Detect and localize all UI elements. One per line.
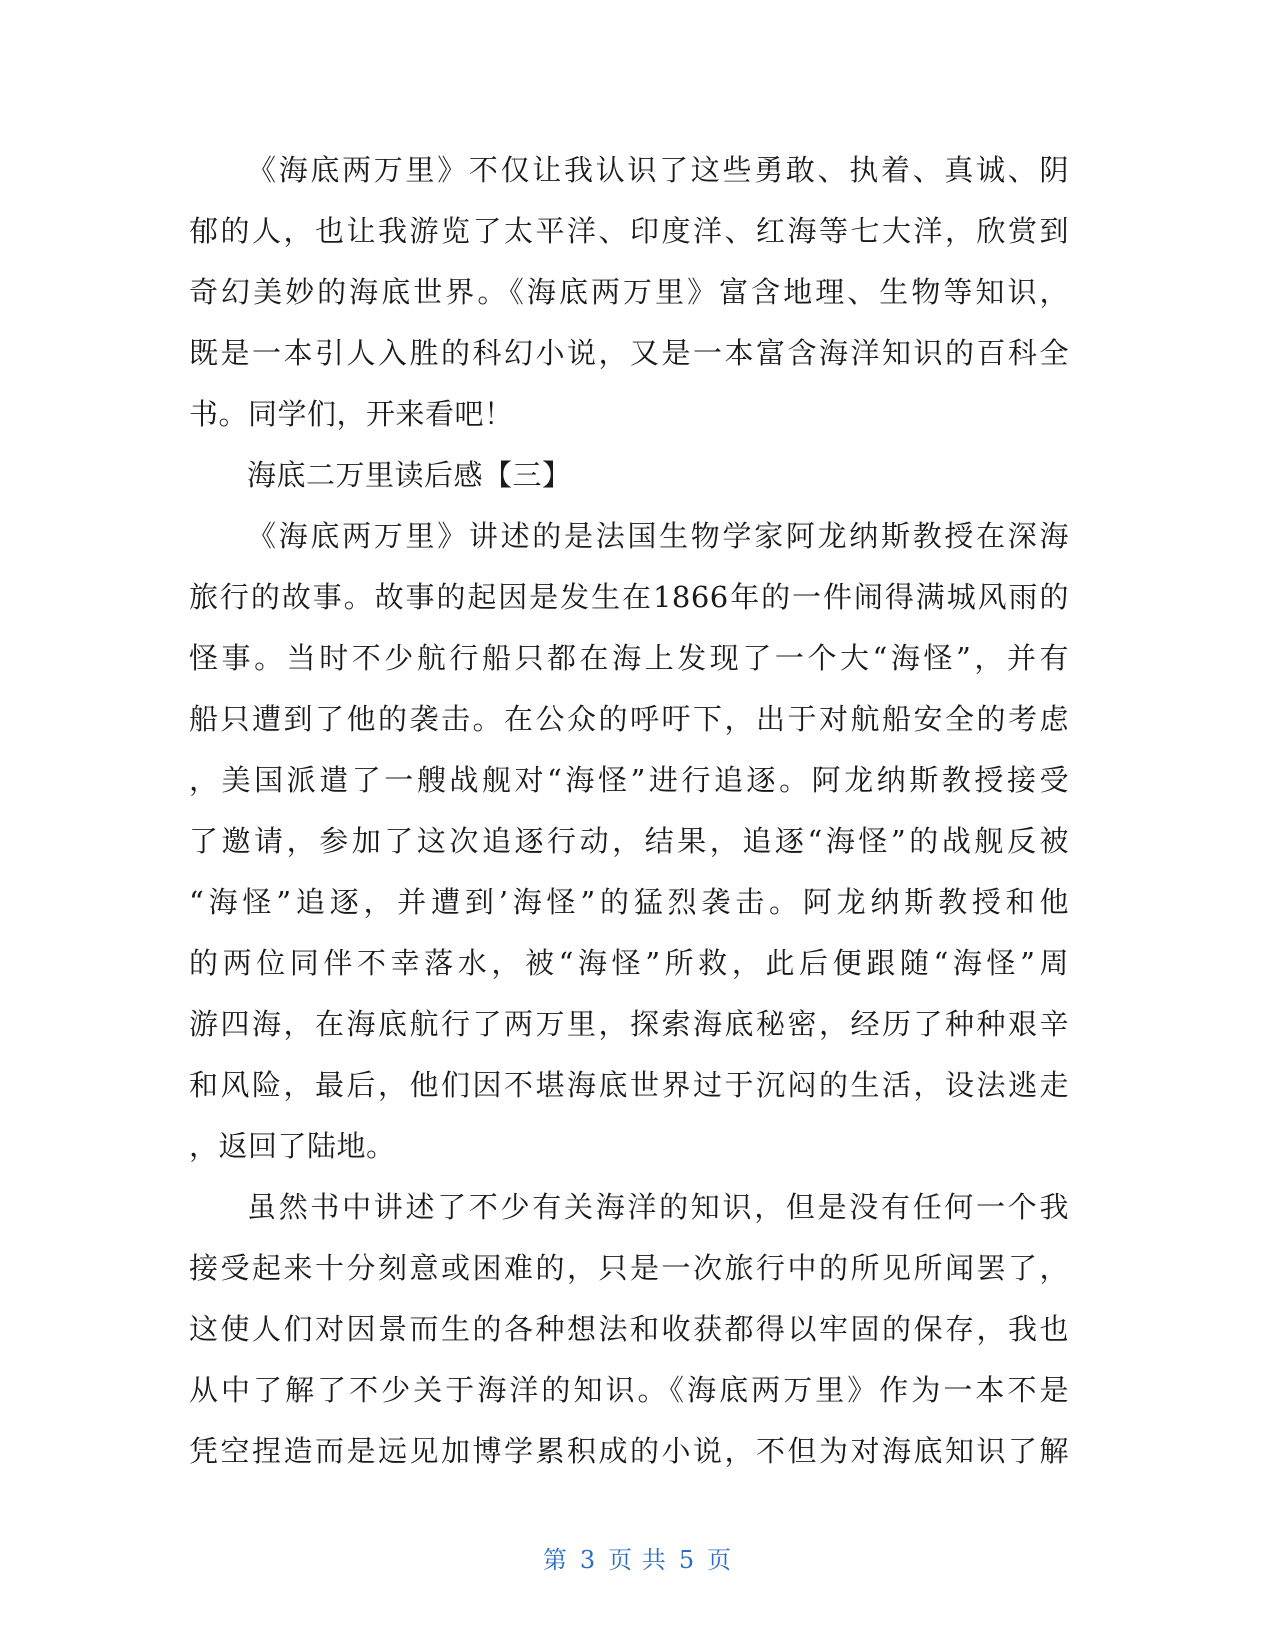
- text-line: ，美国派遣了一艘战舰对“海怪”进行追逐。阿龙纳斯教授接受: [189, 763, 1069, 797]
- footer-total-pages: 5: [678, 1546, 696, 1574]
- text-line: 接受起来十分刻意或困难的，只是一次旅行中的所见所闻罢了，: [189, 1251, 1069, 1285]
- text-line: 的两位同伴不幸落水，被“海怪”所救，此后便跟随“海怪”周: [189, 946, 1069, 980]
- text-line: 奇幻美妙的海底世界。《海底两万里》富含地理、生物等知识，: [189, 275, 1069, 309]
- text-line: 了邀请，参加了这次追逐行动，结果，追逐“海怪”的战舰反被: [189, 824, 1069, 858]
- paragraph: [189, 1177, 1069, 1482]
- text-line: 书。同学们，开来看吧！: [189, 397, 514, 431]
- section-heading: 海底二万里读后感【三】: [247, 458, 572, 492]
- text-line: 虽然书中讲述了不少有关海洋的知识，但是没有任何一个我: [247, 1190, 1069, 1224]
- text-line: 《海底两万里》不仅让我认识了这些勇敢、执着、真诚、阴: [247, 153, 1069, 187]
- text-line: 怪事。当时不少航行船只都在海上发现了一个大“海怪”，并有: [189, 641, 1069, 675]
- text-line: “海怪”追逐，并遭到’海怪”的猛烈袭击。阿龙纳斯教授和他: [189, 885, 1069, 919]
- text-line: 这使人们对因景而生的各种想法和收获都得以牢固的保存，我也: [189, 1312, 1069, 1346]
- paragraph: [189, 506, 1069, 1177]
- text-line: 既是一本引人入胜的科幻小说，又是一本富含海洋知识的百科全: [189, 336, 1069, 370]
- footer-suffix: 页: [707, 1546, 733, 1574]
- text-line: 从中了解了不少关于海洋的知识。《海底两万里》作为一本不是: [189, 1373, 1069, 1407]
- text-line: 郁的人，也让我游览了太平洋、印度洋、红海等七大洋，欣赏到: [189, 214, 1069, 248]
- text-line: 游四海，在海底航行了两万里，探索海底秘密，经历了种种艰辛: [189, 1007, 1069, 1041]
- text-line: 凭空捏造而是远见加博学累积成的小说，不但为对海底知识了解: [189, 1434, 1069, 1468]
- footer-prefix: 第: [542, 1546, 568, 1574]
- text-line: 和风险，最后，他们因不堪海底世界过于沉闷的生活，设法逃走: [189, 1068, 1069, 1102]
- footer-middle: 页 共: [608, 1546, 667, 1574]
- text-line: 旅行的故事。故事的起因是发生在1866年的一件闹得满城风雨的: [189, 580, 1069, 614]
- text-line: 船只遭到了他的袭击。在公众的呼吁下，出于对航船安全的考虑: [189, 702, 1069, 736]
- text-line: 《海底两万里》讲述的是法国生物学家阿龙纳斯教授在深海: [247, 519, 1069, 553]
- page-footer: [0, 1540, 1275, 1575]
- document-body: [189, 140, 1069, 1482]
- footer-current-page: 3: [579, 1546, 597, 1574]
- paragraph: [189, 140, 1069, 445]
- text-line: ，返回了陆地。: [189, 1129, 396, 1163]
